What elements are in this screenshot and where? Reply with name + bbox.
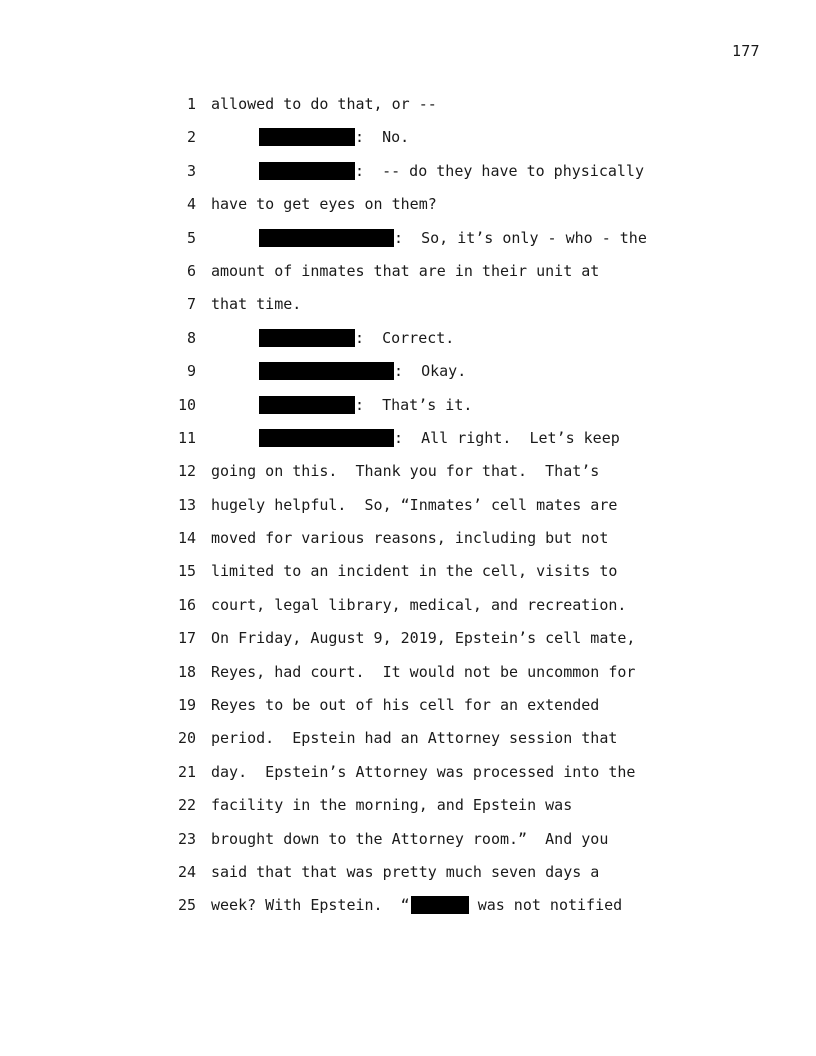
speaker-redaction xyxy=(259,162,355,180)
speaker-text: : Correct. xyxy=(355,328,455,347)
line-text xyxy=(211,663,635,681)
speaker-redaction xyxy=(259,128,355,146)
name-redaction xyxy=(411,896,469,914)
transcript-line xyxy=(0,392,816,425)
speaker-redaction xyxy=(259,429,394,447)
line-number: 10 xyxy=(177,395,196,414)
line-text xyxy=(211,562,617,580)
line-content: amount of inmates that are in their unit at xyxy=(211,261,600,280)
line-number: 25 xyxy=(177,896,196,915)
line-content: have to get eyes on them? xyxy=(211,195,437,214)
line-text xyxy=(211,262,599,280)
line-text xyxy=(211,629,635,647)
line-text xyxy=(211,896,622,914)
speaker-redaction xyxy=(259,329,355,347)
transcript-line xyxy=(0,158,816,191)
speaker-redaction xyxy=(259,396,355,414)
line-content: facility in the morning, and Epstein was xyxy=(211,796,573,815)
page-number: 177 xyxy=(732,42,760,60)
speaker-text: : So, it’s only - who - the xyxy=(394,228,647,247)
transcript-line xyxy=(0,892,816,925)
line-number: 3 xyxy=(186,161,196,180)
line-number: 14 xyxy=(177,529,196,548)
transcript-line xyxy=(0,91,816,124)
transcript-line xyxy=(0,592,816,625)
line-text xyxy=(259,396,472,414)
line-content: On Friday, August 9, 2019, Epstein’s cell mate, xyxy=(211,629,636,648)
transcript-line xyxy=(0,725,816,758)
line-number: 13 xyxy=(177,495,196,514)
transcript-body xyxy=(0,91,816,926)
line-text xyxy=(211,529,608,547)
line-content: that time. xyxy=(211,295,302,314)
line-number: 12 xyxy=(177,462,196,481)
line-content: hugely helpful. So, “Inmates’ cell mates are xyxy=(211,495,618,514)
line-text xyxy=(259,429,620,447)
line-number: 16 xyxy=(177,595,196,614)
transcript-line xyxy=(0,458,816,491)
line-text-before: week? With Epstein. “ xyxy=(211,896,410,915)
line-text xyxy=(259,162,644,180)
speaker-text: : That’s it. xyxy=(355,395,473,414)
line-content: brought down to the Attorney room.” And you xyxy=(211,829,609,848)
transcript-line xyxy=(0,759,816,792)
line-number: 2 xyxy=(186,128,196,147)
line-number: 20 xyxy=(177,729,196,748)
speaker-text: : -- do they have to physically xyxy=(355,161,644,180)
transcript-line xyxy=(0,191,816,224)
line-text xyxy=(211,195,437,213)
line-number: 22 xyxy=(177,796,196,815)
line-number: 17 xyxy=(177,629,196,648)
speaker-text: : Okay. xyxy=(394,362,467,381)
line-number: 18 xyxy=(177,662,196,681)
transcript-line xyxy=(0,859,816,892)
line-text xyxy=(259,329,454,347)
line-text xyxy=(211,295,301,313)
line-number: 6 xyxy=(186,261,196,280)
line-number: 7 xyxy=(186,295,196,314)
transcript-line xyxy=(0,826,816,859)
transcript-line xyxy=(0,492,816,525)
line-number: 1 xyxy=(186,95,196,113)
line-text xyxy=(259,229,647,247)
line-text xyxy=(211,863,599,881)
transcript-line xyxy=(0,124,816,157)
line-text-after: was not notified xyxy=(477,896,623,915)
transcript-line xyxy=(0,291,816,324)
line-number: 8 xyxy=(186,328,196,347)
line-number: 11 xyxy=(177,428,196,447)
line-text xyxy=(211,462,599,480)
line-content: moved for various reasons, including but not xyxy=(211,529,609,548)
transcript-line xyxy=(0,325,816,358)
speaker-redaction xyxy=(259,229,394,247)
line-number: 23 xyxy=(177,829,196,848)
line-number: 21 xyxy=(177,762,196,781)
line-content: Reyes, had court. It would not be uncommon for xyxy=(211,662,636,681)
line-text xyxy=(211,696,599,714)
speaker-text: : All right. Let’s keep xyxy=(394,428,620,447)
transcript-line xyxy=(0,358,816,391)
line-number: 9 xyxy=(186,362,196,381)
line-content: Reyes to be out of his cell for an extended xyxy=(211,696,600,715)
line-text xyxy=(259,362,466,380)
line-number: 15 xyxy=(177,562,196,581)
transcript-line xyxy=(0,225,816,258)
transcript-line xyxy=(0,558,816,591)
line-number: 4 xyxy=(186,195,196,214)
transcript-line xyxy=(0,792,816,825)
line-text xyxy=(211,763,635,781)
line-text xyxy=(259,128,409,146)
transcript-line xyxy=(0,525,816,558)
line-text xyxy=(211,830,608,848)
speaker-text: : No. xyxy=(355,128,410,147)
transcript-line xyxy=(0,692,816,725)
line-text xyxy=(211,95,437,113)
transcript-line xyxy=(0,659,816,692)
line-text xyxy=(211,496,617,514)
line-content: limited to an incident in the cell, visits to xyxy=(211,562,618,581)
line-content: allowed to do that, or -- xyxy=(211,95,437,113)
line-content: day. Epstein’s Attorney was processed into the xyxy=(211,762,636,781)
transcript-line xyxy=(0,625,816,658)
line-text xyxy=(211,596,626,614)
line-content: period. Epstein had an Attorney session that xyxy=(211,729,618,748)
line-text xyxy=(211,796,572,814)
speaker-redaction xyxy=(259,362,394,380)
line-number: 24 xyxy=(177,862,196,881)
line-content: court, legal library, medical, and recreation. xyxy=(211,595,627,614)
line-number: 19 xyxy=(177,696,196,715)
line-text xyxy=(211,729,617,747)
line-content: said that that was pretty much seven days a xyxy=(211,862,600,881)
line-number: 5 xyxy=(186,228,196,247)
transcript-line xyxy=(0,425,816,458)
line-content: going on this. Thank you for that. That’s xyxy=(211,462,600,481)
transcript-line xyxy=(0,258,816,291)
